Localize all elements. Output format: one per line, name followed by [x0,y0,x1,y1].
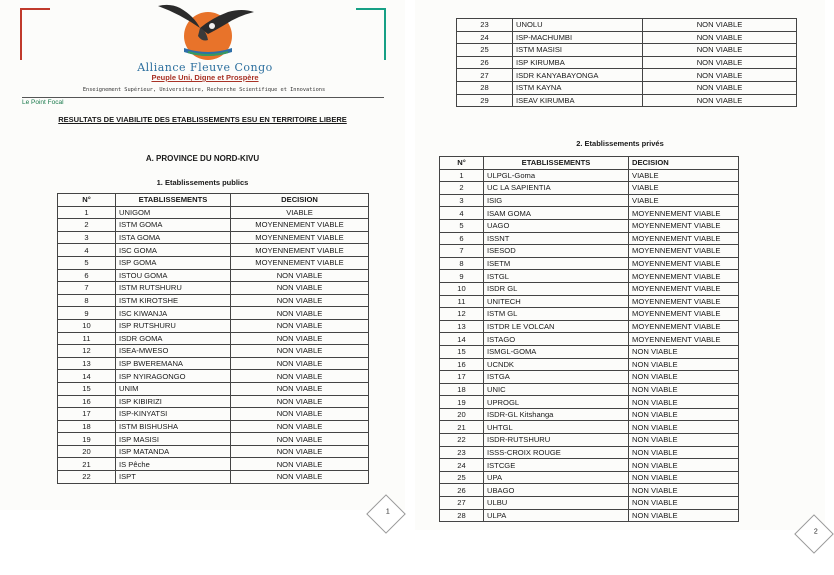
table-row [58,345,369,358]
table-row [58,307,369,320]
institution-name: ISTGL [484,270,629,283]
institution-name: ISEAV KIRUMBA [513,94,643,107]
table-row [440,308,739,321]
document-page-2 [415,0,825,536]
focal-point-label: Le Point Focal [22,99,64,106]
table-header-row [440,157,739,170]
row-number: 15 [440,345,484,358]
decision-value: MOYENNEMENT VIABLE [231,219,369,232]
row-number: 25 [440,471,484,484]
institution-name: ISP KIRUMBA [513,56,643,69]
table-row [440,169,739,182]
decision-value: NON VIABLE [231,345,369,358]
row-number: 4 [58,244,116,257]
row-number: 13 [440,320,484,333]
col-header-decision: DECISION [231,194,369,207]
decision-value: NON VIABLE [231,307,369,320]
institution-name: ISDR GL [484,282,629,295]
institution-name: ISSS-CROIX ROUGE [484,446,629,459]
institution-name: ISTM GL [484,308,629,321]
table-row [440,270,739,283]
institution-name: ISTAGO [484,333,629,346]
row-number: 19 [440,396,484,409]
institution-name: ISP KIBIRIZI [116,395,231,408]
institution-name: ISAM GOMA [484,207,629,220]
institution-name: UBAGO [484,484,629,497]
decision-value: MOYENNEMENT VIABLE [629,270,739,283]
table-row [440,345,739,358]
table-row [440,232,739,245]
decision-value: NON VIABLE [629,434,739,447]
table-row [440,471,739,484]
row-number: 4 [440,207,484,220]
decision-value: VIABLE [629,194,739,207]
institution-name: ISDR KANYABAYONGA [513,69,643,82]
ministry-line: Enseignement Supérieur, Universitaire, Recherche Scientifique et Innovations [82,87,326,93]
institution-name: UNITECH [484,295,629,308]
row-number: 21 [58,458,116,471]
table-row [58,269,369,282]
decision-value: NON VIABLE [643,56,797,69]
institution-name: ISP RUTSHURU [116,319,231,332]
row-number: 27 [440,497,484,510]
row-number: 19 [58,433,116,446]
row-number: 23 [440,446,484,459]
row-number: 28 [457,81,513,94]
institution-name: UNIC [484,383,629,396]
table-row [440,434,739,447]
row-number: 2 [58,219,116,232]
institution-name: UCNDK [484,358,629,371]
decision-value: MOYENNEMENT VIABLE [231,256,369,269]
decision-value: NON VIABLE [231,294,369,307]
table-row [58,433,369,446]
decision-value: NON VIABLE [629,345,739,358]
institution-name: ISP MATANDA [116,445,231,458]
institution-name: ISTOU GOMA [116,269,231,282]
institution-name: ISMGL-GOMA [484,345,629,358]
decision-value: NON VIABLE [629,371,739,384]
institution-name: ISTA GOMA [116,231,231,244]
institution-name: ISP MASISI [116,433,231,446]
institution-name: ULBU [484,497,629,510]
decision-value: MOYENNEMENT VIABLE [231,231,369,244]
table-row [457,81,797,94]
row-number: 8 [58,294,116,307]
table-row [440,484,739,497]
decision-value: MOYENNEMENT VIABLE [629,257,739,270]
row-number: 7 [440,245,484,258]
province-heading: A. PROVINCE DU NORD-KIVU [145,154,260,163]
decision-value: NON VIABLE [629,509,739,522]
decision-value: NON VIABLE [629,383,739,396]
decision-value: MOYENNEMENT VIABLE [231,244,369,257]
decision-value: VIABLE [629,182,739,195]
table-row [58,206,369,219]
institution-name: ISP-KINYATSI [116,408,231,421]
decision-value: NON VIABLE [231,357,369,370]
row-number: 23 [457,19,513,32]
institution-name: ISSNT [484,232,629,245]
document-title: RESULTATS DE VIABILITE DES ETABLISSEMENTS ESU EN TERRITOIRE LIBERE [58,115,347,124]
institution-name: ISTCGE [484,459,629,472]
row-number: 3 [58,231,116,244]
institution-name: ISC GOMA [116,244,231,257]
document-page-1 [0,0,405,516]
row-number: 13 [58,357,116,370]
row-number: 8 [440,257,484,270]
institution-name: UNIM [116,382,231,395]
table-row [440,497,739,510]
institution-name: ISP GOMA [116,256,231,269]
institution-name: ISESOD [484,245,629,258]
institution-name: ISTM KIROTSHE [116,294,231,307]
institution-name: ISP-MACHUMBI [513,31,643,44]
table-row [440,257,739,270]
table-row [58,282,369,295]
decision-value: MOYENNEMENT VIABLE [629,295,739,308]
row-number: 12 [440,308,484,321]
section-private-heading: 2. Etablissements privés [576,139,664,148]
row-number: 5 [58,256,116,269]
table-row [457,19,797,32]
table-row [440,383,739,396]
decision-value: NON VIABLE [231,445,369,458]
organization-name: Alliance Fleuve Congo [137,61,273,74]
institution-name: ISP NYIRAGONGO [116,370,231,383]
col-header-etab: ETABLISSEMENTS [116,194,231,207]
row-number: 1 [440,169,484,182]
table-row [457,94,797,107]
row-number: 11 [440,295,484,308]
section-public-heading: 1. Etablissements publics [156,178,249,187]
institution-name: ISPT [116,471,231,484]
row-number: 26 [457,56,513,69]
decision-value: NON VIABLE [629,421,739,434]
corner-bracket-left [20,8,50,60]
decision-value: NON VIABLE [231,433,369,446]
row-number: 24 [457,31,513,44]
table-row [58,244,369,257]
row-number: 20 [440,408,484,421]
row-number: 5 [440,219,484,232]
table-row [58,219,369,232]
table-row [58,408,369,421]
organization-motto: Peuple Uni, Digne et Prospère [151,73,259,82]
institution-name: ISDR-GL Kitshanga [484,408,629,421]
institution-name: UPA [484,471,629,484]
table-row [440,282,739,295]
institution-name: ISTM MASISI [513,44,643,57]
decision-value: NON VIABLE [629,396,739,409]
header-divider [22,97,384,98]
decision-value: NON VIABLE [231,319,369,332]
decision-value: MOYENNEMENT VIABLE [629,232,739,245]
institution-name: ISTM GOMA [116,219,231,232]
decision-value: NON VIABLE [629,459,739,472]
table-row [58,471,369,484]
table-row [440,408,739,421]
table-row [440,396,739,409]
decision-value: MOYENNEMENT VIABLE [629,207,739,220]
table-row [440,446,739,459]
decision-value: NON VIABLE [643,69,797,82]
table-row [58,256,369,269]
decision-value: NON VIABLE [231,282,369,295]
table-row [58,319,369,332]
col-header-num: N° [440,157,484,170]
institution-name: UHTGL [484,421,629,434]
institution-name: UNOLU [513,19,643,32]
table-row [58,445,369,458]
corner-bracket-right [356,8,386,60]
row-number: 26 [440,484,484,497]
row-number: 6 [440,232,484,245]
decision-value: NON VIABLE [629,446,739,459]
decision-value: MOYENNEMENT VIABLE [629,333,739,346]
table-row [58,332,369,345]
row-number: 15 [58,382,116,395]
table-header-row [58,194,369,207]
table-row [440,320,739,333]
row-number: 3 [440,194,484,207]
institution-name: ISIG [484,194,629,207]
row-number: 11 [58,332,116,345]
table-row [440,421,739,434]
table-row [440,245,739,258]
row-number: 28 [440,509,484,522]
institution-name: ISC KIWANJA [116,307,231,320]
decision-value: NON VIABLE [231,471,369,484]
row-number: 6 [58,269,116,282]
row-number: 9 [58,307,116,320]
institution-name: ISETM [484,257,629,270]
decision-value: NON VIABLE [231,269,369,282]
table-row [440,459,739,472]
table-row [58,458,369,471]
decision-value: NON VIABLE [231,382,369,395]
table-row [440,358,739,371]
decision-value: NON VIABLE [643,19,797,32]
row-number: 2 [440,182,484,195]
page-number: 1 [385,508,390,516]
page-number-badge [794,514,834,554]
institution-name: ISTM BISHUSHA [116,420,231,433]
table-row [457,56,797,69]
decision-value: MOYENNEMENT VIABLE [629,245,739,258]
public-institutions-table [57,193,369,484]
decision-value: MOYENNEMENT VIABLE [629,320,739,333]
institution-name: UAGO [484,219,629,232]
row-number: 9 [440,270,484,283]
decision-value: NON VIABLE [643,31,797,44]
institution-name: ISDR-RUTSHURU [484,434,629,447]
institution-name: ISTGA [484,371,629,384]
table-row [440,219,739,232]
col-header-num: N° [58,194,116,207]
row-number: 12 [58,345,116,358]
private-institutions-table [439,156,739,522]
table-row [440,194,739,207]
table-row [58,357,369,370]
decision-value: NON VIABLE [231,332,369,345]
institution-name: ISP BWEREMANA [116,357,231,370]
decision-value: MOYENNEMENT VIABLE [629,282,739,295]
row-number: 20 [58,445,116,458]
row-number: 22 [440,434,484,447]
decision-value: NON VIABLE [231,420,369,433]
table-row [457,69,797,82]
table-row [58,420,369,433]
page-number: 2 [813,528,818,536]
row-number: 21 [440,421,484,434]
row-number: 18 [440,383,484,396]
public-institutions-table-continued [456,18,797,107]
table-row [440,207,739,220]
row-number: 1 [58,206,116,219]
institution-name: ISTDR LE VOLCAN [484,320,629,333]
row-number: 17 [440,371,484,384]
decision-value: MOYENNEMENT VIABLE [629,308,739,321]
table-row [58,294,369,307]
page-number-badge [366,494,406,534]
institution-name: ULPGL-Goma [484,169,629,182]
table-row [440,509,739,522]
table-row [457,44,797,57]
row-number: 17 [58,408,116,421]
col-header-decision: DECISION [629,157,739,170]
institution-name: UNIGOM [116,206,231,219]
row-number: 16 [58,395,116,408]
decision-value: NON VIABLE [231,370,369,383]
decision-value: NON VIABLE [629,497,739,510]
decision-value: NON VIABLE [231,408,369,421]
decision-value: VIABLE [629,169,739,182]
row-number: 24 [440,459,484,472]
decision-value: NON VIABLE [643,81,797,94]
decision-value: NON VIABLE [629,408,739,421]
decision-value: NON VIABLE [629,471,739,484]
row-number: 10 [440,282,484,295]
row-number: 16 [440,358,484,371]
decision-value: NON VIABLE [231,458,369,471]
table-row [440,333,739,346]
row-number: 14 [58,370,116,383]
institution-name: ISEA-MWESO [116,345,231,358]
row-number: 25 [457,44,513,57]
row-number: 27 [457,69,513,82]
institution-name: ULPA [484,509,629,522]
institution-name: ISTM KAYNA [513,81,643,94]
row-number: 7 [58,282,116,295]
table-row [457,31,797,44]
eagle-sun-logo [150,0,260,62]
institution-name: ISTM RUTSHURU [116,282,231,295]
table-row [58,395,369,408]
decision-value: NON VIABLE [629,484,739,497]
row-number: 18 [58,420,116,433]
col-header-etab: ETABLISSEMENTS [484,157,629,170]
table-row [58,382,369,395]
decision-value: NON VIABLE [231,395,369,408]
table-row [58,370,369,383]
row-number: 14 [440,333,484,346]
decision-value: MOYENNEMENT VIABLE [629,219,739,232]
institution-name: IS Pêche [116,458,231,471]
row-number: 22 [58,471,116,484]
table-row [440,295,739,308]
decision-value: NON VIABLE [643,44,797,57]
institution-name: UC LA SAPIENTIA [484,182,629,195]
table-row [58,231,369,244]
table-row [440,371,739,384]
institution-name: ISDR GOMA [116,332,231,345]
decision-value: VIABLE [231,206,369,219]
decision-value: NON VIABLE [629,358,739,371]
row-number: 10 [58,319,116,332]
row-number: 29 [457,94,513,107]
institution-name: UPROGL [484,396,629,409]
table-row [440,182,739,195]
decision-value: NON VIABLE [643,94,797,107]
